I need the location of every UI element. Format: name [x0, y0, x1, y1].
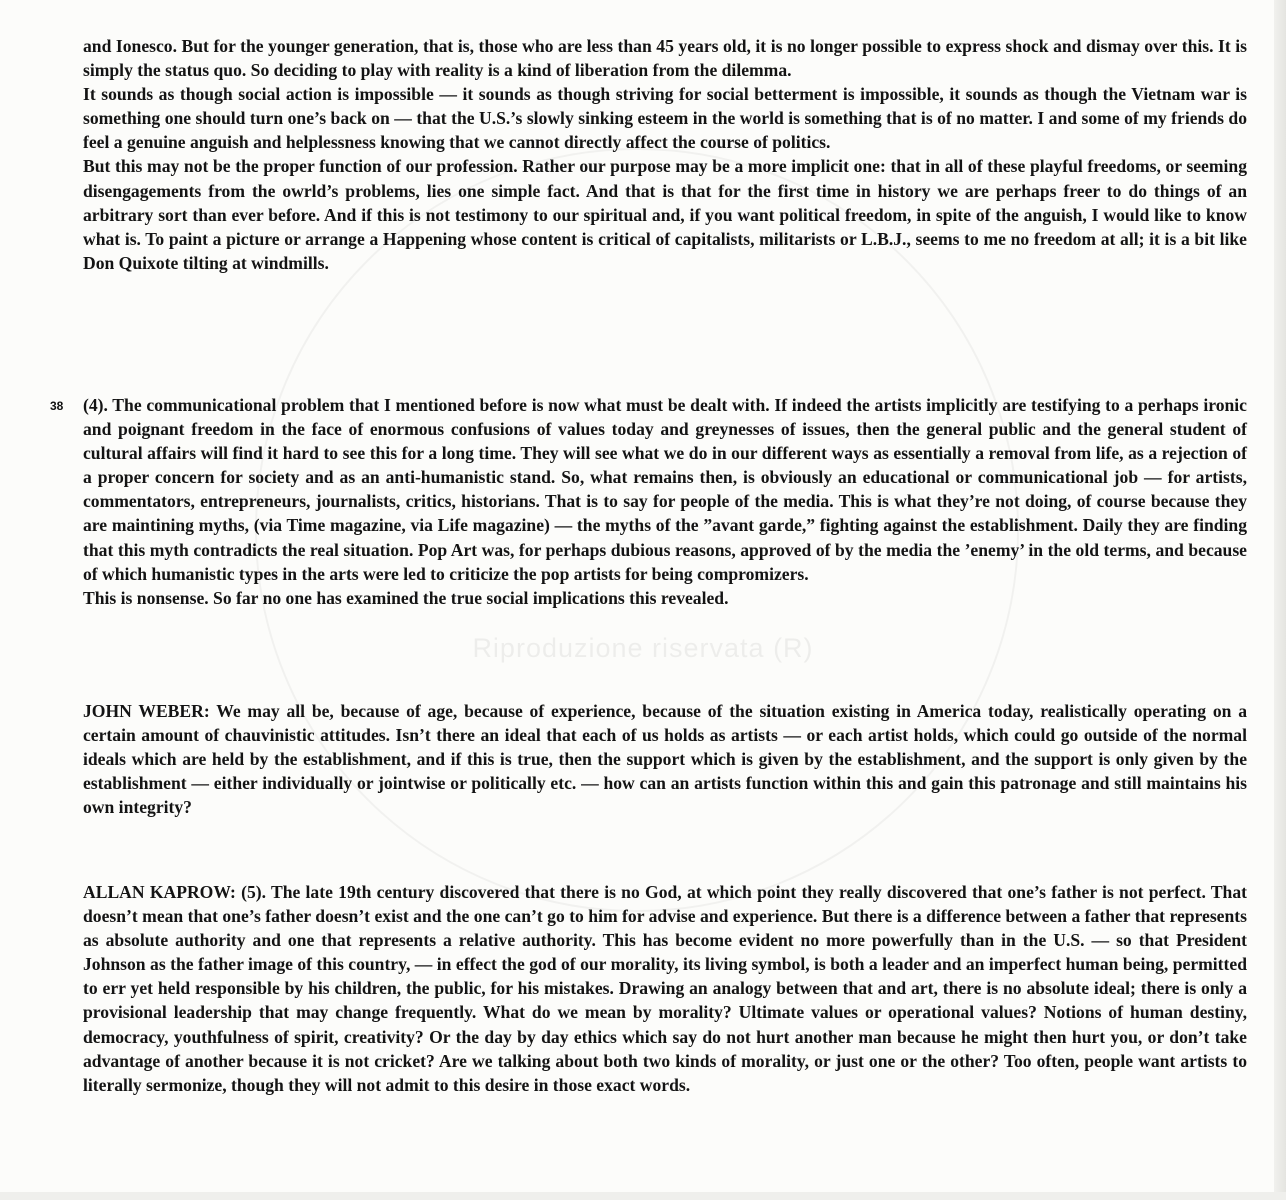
watermark-text: Riproduzione riservata (R)	[472, 633, 814, 663]
text-block-allan-kaprow	[83, 880, 1247, 1097]
paragraph: It sounds as though social action is impossible — it sounds as though striving for social betterment is impossible, it sounds as though the Vietnam war is something one should turn one’s back on — that the U.S.’s slowly sinking esteem in the world is something that is of no matter. I and some of my friends do feel a genuine anguish and helplessness knowing that we cannot directly affect the course of politics.	[83, 84, 1247, 153]
page-number: 38	[50, 399, 64, 413]
text-block-section-4	[83, 393, 1247, 610]
paragraph: ALLAN KAPROW: (5). The late 19th century discovered that there is no God, at which point they really discovered that one’s father is not perfect. That doesn’t mean that one’s father doesn’t exist and the one can’t go to him for advise and experience. But there is a difference between a father that represents as absolute authority and one that represents a relative authority. This has become evident no more powerfully than in the U.S. — so that President Johnson as the father image of this country, — in effect the god of our morality, its living symbol, is both a leader and an imperfect human being, permitted to err yet held responsible by his children, the public, for his mistakes. Drawing an analogy between that and art, there is no absolute ideal; there is only a provisional leadership that may change frequently. What do we mean by morality? Ultimate values or operational values? Notions of human destiny, democracy, youthfulness of spirit, creativity? Or the day by day ethics which say do not hurt another man because he might then hurt you, or don’t take advantage of another because it is not cricket? Are we talking about both two kinds of morality, or just one or the other? Too often, people want artists to literally sermonize, though they will not admit to this desire in those exact words.	[83, 882, 1247, 1095]
text-block-continuation	[83, 34, 1247, 275]
paragraph: But this may not be the proper function of our profession. Rather our purpose may be a more implicit one: that in all of these playful freedoms, or seeming disengagements from the owrld’s problems, lies one simple fact. And that is that for the first time in history we are perhaps freer to do things of an arbitrary sort than ever before. And if this is not testimony to our spiritual and, if you want political freedom, in spite of the anguish, I would like to know what is. To paint a picture or arrange a Happening whose content is critical of capitalists, militarists or L.B.J., seems to me no freedom at all; it is a bit like Don Quixote tilting at windmills.	[83, 156, 1247, 273]
page-edge-shadow	[1274, 0, 1286, 1200]
paragraph: (4). The communicational problem that I mentioned before is now what must be dealt with. If indeed the artists implicitly are testifying to a perhaps ironic and poignant freedom in the face of enormous confusions of values today and greynesses of issues, then the general public and the general student of cultural affairs will find it hard to see this for a long time. They will see what we do in our different ways as essentially a removal from life, as a rejection of a proper concern for society and as an anti-humanistic stand. So, what remains then, is obviously an educational or communicational job — for artists, commentators, entrepreneurs, journalists, critics, historians. That is to say for people of the media. This is what they’re not doing, of course because they are maintining myths, (via Time magazine, via Life magazine) — the myths of the ”avant garde,” fighting against the establishment. Daily they are finding that this myth contradicts the real situation. Pop Art was, for perhaps dubious reasons, approved of by the media the ’enemy’ in the old terms, and because of which humanistic types in the arts were led to criticize the pop artists for being compromizers.	[83, 395, 1247, 584]
paragraph: This is nonsense. So far no one has examined the true social implications this revealed.	[83, 587, 729, 608]
paragraph: and Ionesco. But for the younger generation, that is, those who are less than 45 years old, it is no longer possible to express shock and dismay over this. It is simply the status quo. So deciding to play with reality is a kind of liberation from the dilemma.	[83, 36, 1247, 81]
paragraph: JOHN WEBER: We may all be, because of age, because of experience, because of the situation existing in America today, realistically operating on a certain amount of chauvinistic attitudes. Isn’t there an ideal that each of us holds as artists — or each artist holds, which could go outside of the normal ideals which are held by the establishment, and if this is true, then the support which is given by the establishment, and the support is only given by the establishment — either individually or jointwise or politically etc. — how can an artists function within this and gain this patronage and still maintains his own integrity?	[83, 701, 1247, 818]
text-block-john-weber	[83, 699, 1247, 819]
page-bottom-edge	[0, 1192, 1286, 1200]
